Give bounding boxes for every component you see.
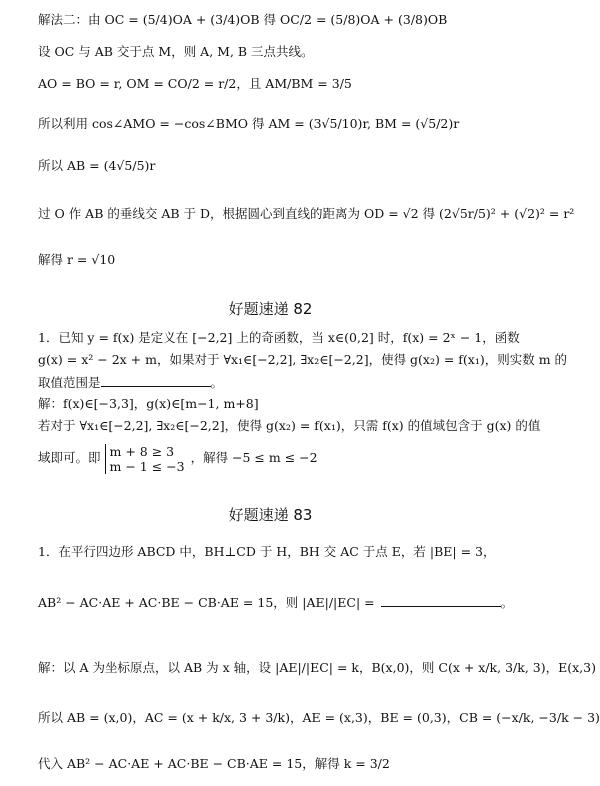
solution-83-line-2: 所以 AB = (x,0)，AC = (x + k/x, 3 + 3/k)，AE = (x,3)，BE = (0,3)，CB = (−x/k, −3/k − 3) <box>38 710 600 725</box>
range-result: ，解得 −5 ≤ m ≤ −2 <box>190 450 318 465</box>
length-relations: AO = BO = r, OM = CO/2 = r/2，且 AM/BM = 3/5 <box>38 76 352 91</box>
inequality-2: m − 1 ≤ −3 <box>109 458 185 474</box>
section-title-83: 好题速递 83 <box>228 506 313 524</box>
solution-83-line-3: 代入 AB² − AC·AE + AC·BE − CB·AE = 15，解得 k = 3/2 <box>38 756 390 771</box>
cosine-relation: 所以利用 cos∠AMO = −cos∠BMO 得 AM = (3√5/10)r, BM = (√5/2)r <box>38 116 460 131</box>
radius-result: 解得 r = √10 <box>38 252 116 267</box>
range-conclusion-prefix: 域即可。即 <box>38 450 101 465</box>
solution-82-line-3 <box>38 440 531 476</box>
solution-82-line-1: 解：f(x)∈[−3,3]，g(x)∈[m−1, m+8] <box>38 396 259 411</box>
answer-blank-83[interactable] <box>381 594 501 607</box>
period: 。 <box>500 595 514 610</box>
solution-82-line-2: 若对于 ∀x₁∈[−2,2], ∃x₂∈[−2,2]，使得 g(x₂) = f(x₁)，只需 f(x) 的值域包含于 g(x) 的值 <box>38 418 541 433</box>
intersection-statement: 设 OC 与 AB 交于点 M，则 A, M, B 三点共线。 <box>38 44 314 59</box>
vector-equation: AB² − AC·AE + AC·BE − CB·AE = 15，则 |AE|/|EC| = <box>38 595 375 610</box>
solution-83-line-1: 解：以 A 为坐标原点，以 AB 为 x 轴，设 |AE|/|EC| = k，B(x,0)，则 C(x + x/k, 3/k, 3)，E(x,3) <box>38 660 596 675</box>
solution-method-two: 解法二：由 OC = (5/4)OA + (3/4)OB 得 OC/2 = (5/8)OA + (3/8)OB <box>38 12 448 27</box>
range-prompt: 取值范围是 <box>38 375 101 390</box>
problem-82-line-2: g(x) = x² − 2x + m，如果对于 ∀x₁∈[−2,2], ∃x₂∈[−2,2]，使得 g(x₂) = f(x₁)，则实数 m 的 <box>38 352 568 367</box>
period: 。 <box>210 375 224 390</box>
problem-82-line-3 <box>38 374 531 391</box>
inequality-system <box>105 444 185 474</box>
ab-length: 所以 AB = (4√5/5)r <box>38 158 156 173</box>
problem-83-line-2 <box>38 594 531 611</box>
problem-83-line-1: 1．在平行四边形 ABCD 中，BH⊥CD 于 H，BH 交 AC 于点 E，若 |BE| = 3， <box>38 544 496 559</box>
problem-82-line-1: 1．已知 y = f(x) 是定义在 [−2,2] 上的奇函数，当 x∈(0,2] 时，f(x) = 2ˣ − 1，函数 <box>38 330 520 345</box>
answer-blank-82[interactable] <box>101 374 211 387</box>
inequality-1: m + 8 ≥ 3 <box>109 443 175 459</box>
section-title-82: 好题速递 82 <box>228 300 313 318</box>
distance-equation: 过 O 作 AB 的垂线交 AB 于 D，根据圆心到直线的距离为 OD = √2 得 (2√5r/5)² + (√2)² = r² <box>38 206 575 221</box>
